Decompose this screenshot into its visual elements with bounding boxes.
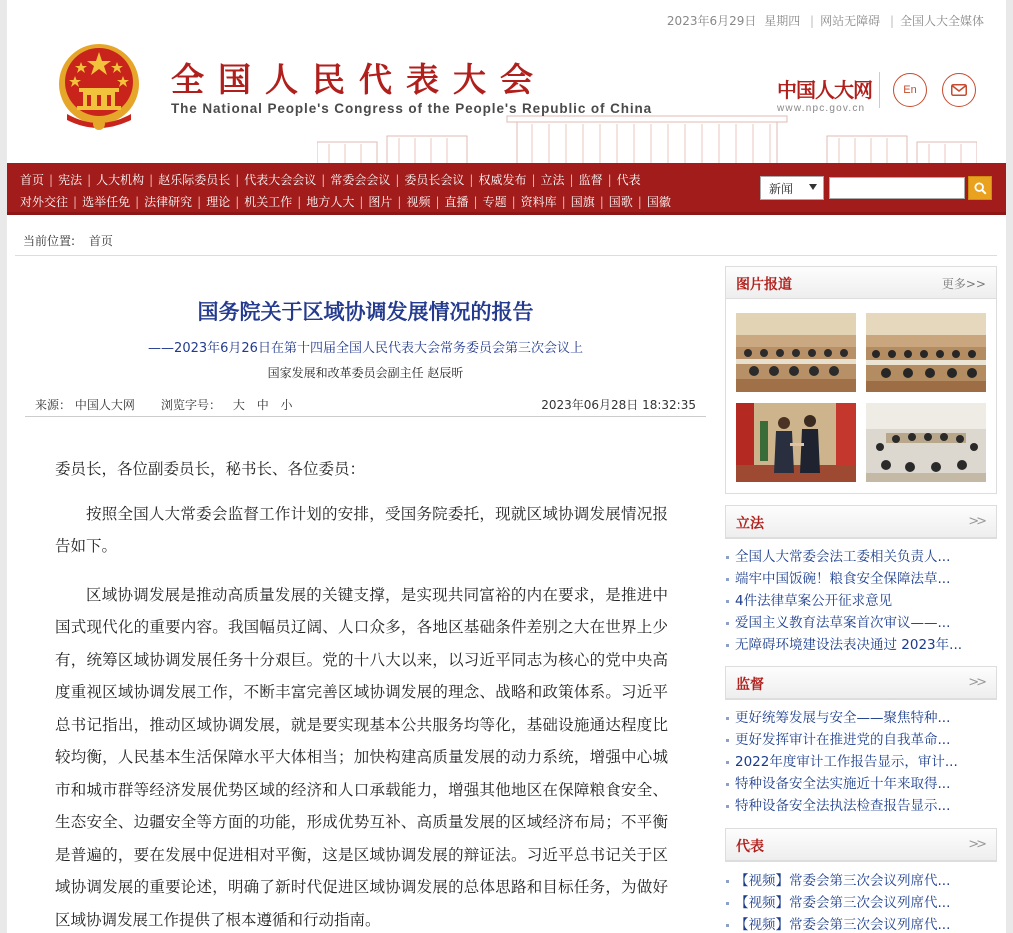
mail-icon xyxy=(951,84,967,96)
divider: | xyxy=(511,194,516,209)
divider: | xyxy=(49,172,54,187)
divider: | xyxy=(321,172,326,187)
panel-header xyxy=(726,267,996,299)
meeting-photo-1 xyxy=(736,313,856,392)
nav-item-legislation[interactable]: 立法 xyxy=(540,173,565,187)
divider: | xyxy=(397,194,402,209)
legislation-panel-header xyxy=(725,505,997,539)
breadcrumb-label: 当前位置: xyxy=(23,234,76,248)
main-navigation xyxy=(7,163,1006,215)
article-datetime: 2023年06月28日 18:32:35 xyxy=(541,398,696,412)
accessibility-link[interactable]: 网站无障碍 xyxy=(820,14,881,28)
divider: | xyxy=(135,194,140,209)
divider xyxy=(15,255,997,256)
more-arrow-icon[interactable]: >> xyxy=(968,514,984,529)
nav-item-local-congress[interactable]: 地方人大 xyxy=(306,195,355,209)
list-item[interactable]: 【视频】常委会第三次会议列席代... xyxy=(725,914,997,933)
list-item[interactable]: 无障碍环境建设法表决通过 2023年... xyxy=(725,634,997,656)
nav-item-deputies[interactable]: 代表 xyxy=(616,173,641,187)
panel-title: 监督 xyxy=(736,677,764,693)
nav-item-emblem[interactable]: 国徽 xyxy=(646,195,671,209)
great-hall-illustration xyxy=(317,112,977,163)
search-category-select[interactable] xyxy=(760,176,824,200)
nav-item-law-research[interactable]: 法律研究 xyxy=(144,195,193,209)
site-header xyxy=(7,30,1006,163)
nav-item-pictures[interactable]: 图片 xyxy=(368,195,393,209)
nav-item-flag[interactable]: 国旗 xyxy=(570,195,595,209)
article-subtitle: ——2023年6月26日在第十四届全国人民代表大会常务委员会第三次会议上 xyxy=(148,341,583,356)
list-item[interactable]: 爱国主义教育法草案首次审议——... xyxy=(725,612,997,634)
divider: | xyxy=(149,172,154,187)
divider: | xyxy=(531,172,536,187)
nav-item-chairman[interactable]: 赵乐际委员长 xyxy=(158,173,231,187)
photo-news-panel xyxy=(725,266,997,494)
supervision-panel-header xyxy=(725,666,997,700)
nav-item-foreign-affairs[interactable]: 对外交往 xyxy=(20,195,69,209)
list-item[interactable]: 全国人大常委会法工委相关负责人... xyxy=(725,546,997,568)
nav-row-1 xyxy=(17,171,644,188)
english-version-button[interactable]: En xyxy=(893,73,927,107)
divider: | xyxy=(569,172,574,187)
current-date: 2023年6月29日 xyxy=(666,14,757,28)
list-item[interactable]: 端牢中国饭碗！粮食安全保障法草... xyxy=(725,568,997,590)
divider: | xyxy=(810,14,815,28)
conference-photo xyxy=(866,403,986,482)
font-size-label: 浏览字号： xyxy=(161,398,222,412)
panel-header xyxy=(726,829,996,861)
nav-row-2 xyxy=(17,193,674,210)
article-meta xyxy=(25,393,706,417)
nav-item-video[interactable]: 视频 xyxy=(406,195,431,209)
site-title-english: The National People's Congress of the People's Republic of China xyxy=(171,101,653,116)
search-icon xyxy=(974,182,987,195)
nav-item-standing-committee[interactable]: 常委会会议 xyxy=(330,173,391,187)
top-bar xyxy=(663,12,984,29)
panel-title: 图片报道 xyxy=(736,277,792,293)
national-emblem-icon xyxy=(57,40,141,132)
list-item[interactable]: 特种设备安全法实施近十年来取得... xyxy=(725,773,997,795)
font-size-large[interactable]: 大 xyxy=(232,398,245,412)
font-size-medium[interactable]: 中 xyxy=(256,398,269,412)
npc-logo-url: www.npc.gov.cn xyxy=(777,103,866,114)
nav-item-theory[interactable]: 理论 xyxy=(206,195,231,209)
mail-button[interactable] xyxy=(942,73,976,107)
nav-item-chairmen-council[interactable]: 委员长会议 xyxy=(404,173,465,187)
article-paragraph: 区域协调发展是推动高质量发展的关键支撑，是实现共同富裕的内在要求，是推进中国式现代化的重要内容。我国幅员辽阔、人口众多，各地区基础条件差别之大在世界上少有，统筹区域协调发展任务十分艰巨。党的十八大以来，以习近平同志为核心的党中央高度重视区域协调发展工作，不断丰富完善区域协调发展的理念、战略和政策体系。习近平总书记指出，推动区域协调发展，就是要实现基本公共服务均等化，基础设施通达程度比较均衡，人民基本生活保障水平大体相当；加快构建高质量发展的动力系统，增强中心城市和城市群等经济发展优势区域的经济和人口承载能力，增强其他地区在保障粮食安全、生态安全、边疆安全等方面的功能，形成优势互补、高质量发展的区域经济布局；不平衡是普遍的，要在发展中促进相对平衡，这是区域协调发展的辩证法。习近平总书记关于区域协调发展的重要论述，明确了新时代促进区域协调发展的总体思路和目标任务，为做好区域协调发展工作提供了根本遵循和行动指南。 xyxy=(55,585,668,929)
current-weekday: 星期四 xyxy=(764,14,801,28)
nav-item-home[interactable]: 首页 xyxy=(20,173,45,187)
divider xyxy=(879,72,880,108)
meeting-photo-2 xyxy=(866,313,986,392)
breadcrumb-home[interactable]: 首页 xyxy=(88,234,113,248)
search-button[interactable] xyxy=(968,176,992,200)
article-author: 国家发展和改革委员会副主任 赵辰昕 xyxy=(267,366,464,380)
list-item[interactable]: 特种设备安全法执法检查报告显示... xyxy=(725,795,997,817)
supervision-list xyxy=(725,707,997,817)
article-paragraph: 委员长，各位副委员长，秘书长、各位委员： xyxy=(55,460,366,478)
nav-item-live[interactable]: 直播 xyxy=(444,195,469,209)
divider: | xyxy=(297,194,302,209)
nav-item-supervision[interactable]: 监督 xyxy=(578,173,603,187)
divider: | xyxy=(637,194,642,209)
site-title: 全国人民代表大会 xyxy=(171,60,547,99)
breadcrumb xyxy=(23,232,123,249)
search-bar xyxy=(760,176,992,200)
search-category-value: 新闻 xyxy=(769,181,794,196)
more-arrow-icon[interactable]: >> xyxy=(968,837,984,852)
font-size-small[interactable]: 小 xyxy=(280,398,293,412)
divider: | xyxy=(561,194,566,209)
npc-logo-text: 中国人大网 xyxy=(777,78,872,102)
panel-header xyxy=(726,667,996,699)
nav-item-office-work[interactable]: 机关工作 xyxy=(244,195,293,209)
divider: | xyxy=(889,14,894,28)
list-item[interactable]: 【视频】常委会第三次会议列席代... xyxy=(725,870,997,892)
list-item[interactable]: 2022年度审计工作报告显示，审计... xyxy=(725,751,997,773)
panel-title: 立法 xyxy=(736,516,764,532)
handshake-photo xyxy=(736,403,856,482)
divider: | xyxy=(469,172,474,187)
photo-thumbnail[interactable] xyxy=(866,403,986,482)
media-link[interactable]: 全国人大全媒体 xyxy=(899,14,984,28)
nav-item-release[interactable]: 权威发布 xyxy=(478,173,527,187)
divider: | xyxy=(599,194,604,209)
deputies-list xyxy=(725,870,997,933)
photo-thumbnail[interactable] xyxy=(736,403,856,482)
divider: | xyxy=(197,194,202,209)
nav-item-elections[interactable]: 选举任免 xyxy=(82,195,131,209)
article-title: 国务院关于区域协调发展情况的报告 xyxy=(197,299,534,324)
chevron-down-icon xyxy=(809,184,817,190)
search-input[interactable] xyxy=(829,177,965,199)
divider: | xyxy=(395,172,400,187)
nav-item-institutions[interactable]: 人大机构 xyxy=(96,173,145,187)
list-item[interactable]: 【视频】常委会第三次会议列席代... xyxy=(725,892,997,914)
list-item[interactable]: 4件法律草案公开征求意见 xyxy=(725,590,997,612)
nav-item-congress-session[interactable]: 代表大会会议 xyxy=(244,173,317,187)
more-link[interactable]: 更多>> xyxy=(941,277,986,291)
nav-item-anthem[interactable]: 国歌 xyxy=(608,195,633,209)
legislation-list xyxy=(725,546,997,656)
nav-item-database[interactable]: 资料库 xyxy=(520,195,557,209)
more-arrow-icon[interactable]: >> xyxy=(968,675,984,690)
divider: | xyxy=(473,194,478,209)
nav-item-constitution[interactable]: 宪法 xyxy=(58,173,83,187)
panel-title: 代表 xyxy=(736,839,764,855)
photo-thumbnail[interactable] xyxy=(866,313,986,392)
divider: | xyxy=(235,194,240,209)
font-size-controls xyxy=(161,396,301,413)
divider: | xyxy=(87,172,92,187)
article-paragraph: 按照全国人大常委会监督工作计划的安排，受国务院委托，现就区域协调发展情况报告如下。 xyxy=(55,504,668,555)
list-item[interactable]: 更好发挥审计在推进党的自我革命... xyxy=(725,729,997,751)
divider: | xyxy=(73,194,78,209)
page xyxy=(7,0,1006,933)
divider: | xyxy=(607,172,612,187)
divider: | xyxy=(435,194,440,209)
list-item[interactable]: 更好统筹发展与安全——聚焦特种... xyxy=(725,707,997,729)
panel-header xyxy=(726,506,996,538)
deputies-panel-header xyxy=(725,828,997,862)
article-body xyxy=(55,453,668,933)
nav-item-topics[interactable]: 专题 xyxy=(482,195,507,209)
divider: | xyxy=(235,172,240,187)
photo-thumbnail[interactable] xyxy=(736,313,856,392)
divider: | xyxy=(359,194,364,209)
npc-logo[interactable] xyxy=(777,74,873,114)
article-source: 来源： 中国人大网 xyxy=(35,398,135,412)
